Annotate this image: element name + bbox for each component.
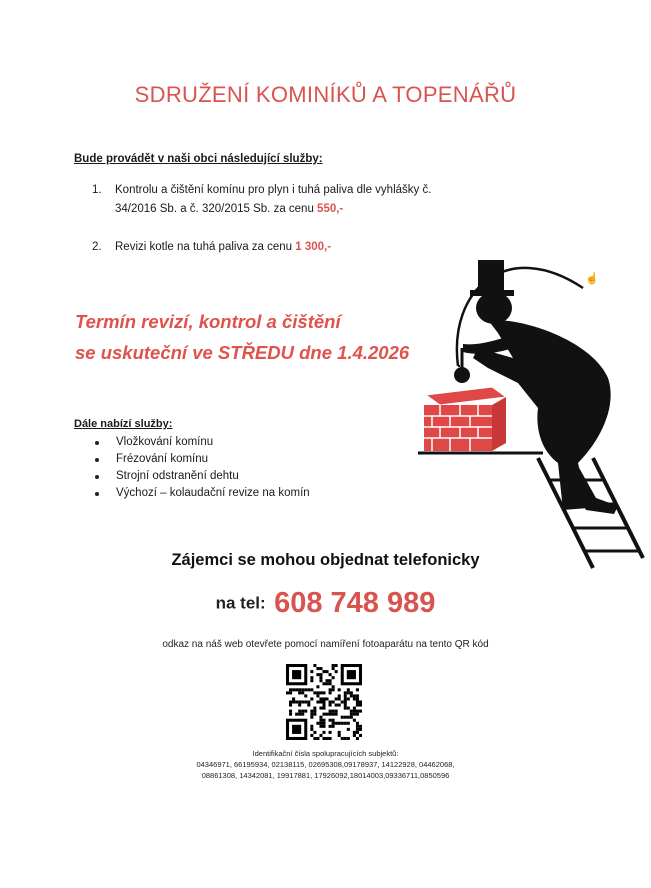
term-line-2: se uskuteční ve STŘEDU dne 1.4.2026 bbox=[75, 342, 410, 363]
service-price: 550,- bbox=[317, 203, 344, 215]
list-item: Strojní odstranění dehtu bbox=[92, 468, 310, 485]
qr-code[interactable] bbox=[286, 664, 362, 740]
qr-note: odkaz na náš web otevřete pomocí namíření fotoaparátu na tento QR kód bbox=[162, 639, 489, 650]
more-services-list bbox=[92, 434, 310, 502]
hand-cursor-icon: ☝ bbox=[585, 273, 599, 285]
order-text: Zájemci se mohou objednat telefonicky bbox=[171, 551, 480, 569]
ids-heading: Identifikační čísla spolupracujících subjektů: bbox=[252, 749, 399, 758]
more-services-heading: Dále nabízí služby: bbox=[74, 418, 173, 430]
service-text: Kontrolu a čištění komínu pro plyn i tuhá paliva dle vyhlášky č. 34/2016 Sb. a č. 320/2015 Sb. za cenu 550,- bbox=[115, 184, 432, 215]
phone-row bbox=[0, 587, 651, 620]
service-item-1 bbox=[92, 181, 462, 219]
list-item: Výchozí – kolaudační revize na komín bbox=[92, 485, 310, 502]
phone-label: na tel: bbox=[215, 593, 266, 613]
phone-number: 608 748 989 bbox=[274, 587, 436, 619]
page-title: SDRUŽENÍ KOMINÍKŮ A TOPENÁŘŮ bbox=[134, 82, 517, 107]
service-number: 2. bbox=[92, 241, 102, 253]
intro-heading: Bude provádět v naši obci následující služby: bbox=[74, 153, 323, 165]
list-item: Frézování komínu bbox=[92, 451, 310, 468]
list-item: Vložkování komínu bbox=[92, 434, 310, 451]
service-text: Revizi kotle na tuhá paliva za cenu 1 300,- bbox=[115, 241, 332, 253]
brick-chimney-illustration bbox=[418, 383, 506, 453]
service-number: 1. bbox=[92, 184, 102, 196]
ids-line: 08861308, 14342081, 19917881, 17926092,18014003,09336711,0850596 bbox=[201, 771, 450, 780]
service-item-2 bbox=[92, 238, 462, 257]
term-line-1: Termín revizí, kontrol a čištění bbox=[75, 311, 341, 332]
service-price: 1 300,- bbox=[295, 241, 332, 253]
ids-block bbox=[180, 748, 471, 781]
ids-line: 04346971, 66195934, 02138115, 02695308,09178937, 14122928, 04462068, bbox=[196, 760, 455, 769]
